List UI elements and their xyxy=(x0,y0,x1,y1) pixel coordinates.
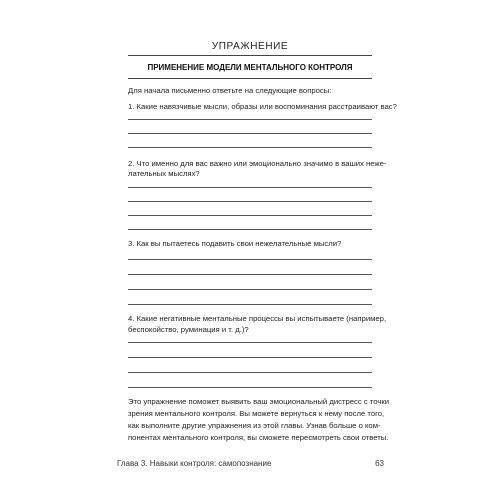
question-4-text-line-1: 4. Какие негативные ментальные процессы вы испытываете (например, xyxy=(128,314,387,323)
answer-line[interactable] xyxy=(128,342,372,343)
closing-line: Это упражнение поможет выявить ваш эмоциональный дистресс с точки xyxy=(128,397,390,406)
answer-line[interactable] xyxy=(128,357,372,358)
closing-paragraph xyxy=(128,396,390,444)
answer-line[interactable] xyxy=(128,187,372,188)
question-2-text-line-1: 2. Что именно для вас важно или эмоционально значимо в ваших нежe- xyxy=(128,159,387,168)
header-rule-bottom xyxy=(128,78,372,79)
answer-line[interactable] xyxy=(128,133,372,134)
closing-line: как выполните другие упражнения из этой главы. Узнав больше о ком- xyxy=(128,421,381,430)
running-footer-chapter: Глава 3. Навыки контроля: самопознание xyxy=(117,459,272,468)
exercise-title: ПРИМЕНЕНИЕ МОДЕЛИ МЕНТАЛЬНОГО КОНТРОЛЯ xyxy=(147,63,353,72)
closing-line: зрения ментального контроля. Вы можете вернуться к нему после того, xyxy=(128,409,385,418)
page-number: 63 xyxy=(375,459,384,468)
exercise-label: УПРАЖНЕНИЕ xyxy=(211,41,289,52)
answer-line[interactable] xyxy=(128,201,372,202)
closing-line: понентах ментального контроля, вы сможете пересмотреть свои ответы. xyxy=(128,433,389,442)
answer-line[interactable] xyxy=(128,259,372,260)
answer-line[interactable] xyxy=(128,289,372,290)
answer-line[interactable] xyxy=(128,119,372,120)
answer-line[interactable] xyxy=(128,229,372,230)
answer-line[interactable] xyxy=(128,215,372,216)
question-1-text: 1. Какие навязчивые мысли, образы или воспоминания расстраивают вас? xyxy=(128,102,397,111)
question-4-text-line-2: беспокойство, руминация и т. д.)? xyxy=(128,325,249,334)
answer-line[interactable] xyxy=(128,387,372,388)
answer-line[interactable] xyxy=(128,147,372,148)
header-rule-top xyxy=(128,55,372,56)
question-3-text: 3. Как вы пытаетесь подавить свои нежелательные мысли? xyxy=(128,239,342,248)
answer-line[interactable] xyxy=(128,372,372,373)
answer-line[interactable] xyxy=(128,274,372,275)
answer-line[interactable] xyxy=(128,304,372,305)
question-2-text-line-2: лательных мыслях? xyxy=(128,169,200,178)
intro-text: Для начала письменно ответьте на следующие вопросы: xyxy=(128,86,332,95)
